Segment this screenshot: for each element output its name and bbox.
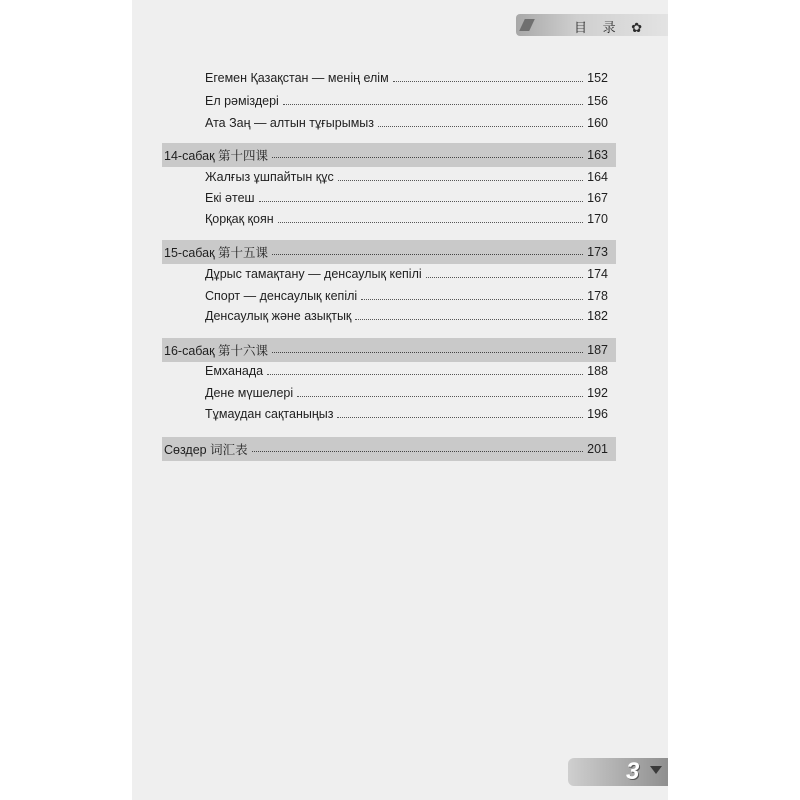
dot-leader (252, 451, 584, 452)
toc-section-header[interactable] (162, 338, 616, 362)
toc-section-title: 16-сабақ 第十六课 (164, 344, 269, 358)
dot-leader (278, 222, 584, 223)
dot-leader (355, 319, 583, 320)
toc-section-title: 15-сабақ 第十五课 (164, 246, 269, 260)
toc-entry-page: 196 (587, 407, 608, 421)
toc-entry-page: 188 (587, 364, 608, 378)
toc-section-title: 14-сабақ 第十四课 (164, 149, 269, 163)
toc-entry-page: 164 (587, 170, 608, 184)
toc-entry[interactable] (205, 286, 608, 304)
toc-entry-page: 182 (587, 309, 608, 323)
toc-entry-page: 192 (587, 386, 608, 400)
toc-entry-title: Емханада (205, 364, 264, 378)
toc-entry-title: Қорқақ қоян (205, 212, 274, 226)
page-number: 3 (626, 758, 640, 785)
toc-section-header[interactable] (162, 437, 616, 461)
dot-leader (272, 157, 583, 158)
dot-leader (378, 126, 583, 127)
toc-entry-title: Ел рәміздері (205, 94, 279, 108)
dot-leader (361, 299, 583, 300)
toc-entry[interactable] (205, 383, 608, 401)
toc-entry[interactable] (205, 91, 608, 109)
dot-leader (426, 277, 583, 278)
dot-leader (283, 104, 583, 105)
toc-entry-title: Спорт — денсаулық кепілі (205, 289, 358, 303)
toc-entry[interactable] (205, 306, 608, 324)
header-label: 目 录 ✿ (574, 20, 649, 35)
toc-entry-page: 174 (587, 267, 608, 281)
toc-entry[interactable] (205, 264, 608, 282)
toc-entry-page: 152 (587, 71, 608, 85)
toc-entry[interactable] (205, 361, 608, 379)
toc-entry-page: 156 (587, 94, 608, 108)
toc-entry-title: Егемен Қазақстан — менің елім (205, 71, 389, 85)
toc-section-page: 173 (587, 245, 608, 259)
dot-leader (297, 396, 583, 397)
dot-leader (272, 352, 583, 353)
toc-entry-title: Денсаулық және азықтық (205, 309, 352, 323)
dot-leader (272, 254, 583, 255)
dot-leader (259, 201, 584, 202)
dot-leader (393, 81, 583, 82)
toc-entry-title: Дұрыс тамақтану — денсаулық кепілі (205, 267, 422, 281)
header-tab (516, 14, 668, 36)
toc-section-page: 163 (587, 148, 608, 162)
toc-section-page: 201 (587, 442, 608, 456)
toc-entry-page: 167 (587, 191, 608, 205)
dot-leader (338, 180, 583, 181)
toc-section-header[interactable] (162, 240, 616, 264)
toc-entry[interactable] (205, 68, 608, 86)
toc-entry-page: 178 (587, 289, 608, 303)
toc-entry-title: Екі әтеш (205, 191, 255, 205)
toc-entry[interactable] (205, 188, 608, 206)
toc-section-header[interactable] (162, 143, 616, 167)
toc-entry-page: 160 (587, 116, 608, 130)
toc-entry-title: Ата Заң — алтын тұғырымыз (205, 116, 375, 130)
toc-entry-page: 170 (587, 212, 608, 226)
toc-entry-title: Тұмаудан сақтаныңыз (205, 407, 334, 421)
toc-section-title: Сөздер 词汇表 (164, 443, 248, 457)
toc-entry[interactable] (205, 167, 608, 185)
toc-entry[interactable] (205, 209, 608, 227)
toc-section-page: 187 (587, 343, 608, 357)
page-number-badge (568, 758, 668, 786)
toc-entry[interactable] (205, 113, 608, 131)
toc-entry[interactable] (205, 404, 608, 422)
dot-leader (267, 374, 583, 375)
dot-leader (337, 417, 583, 418)
toc-entry-title: Дене мүшелері (205, 386, 294, 400)
triangle-icon (650, 766, 662, 774)
toc-entry-title: Жалғыз ұшпайтын құс (205, 170, 334, 184)
